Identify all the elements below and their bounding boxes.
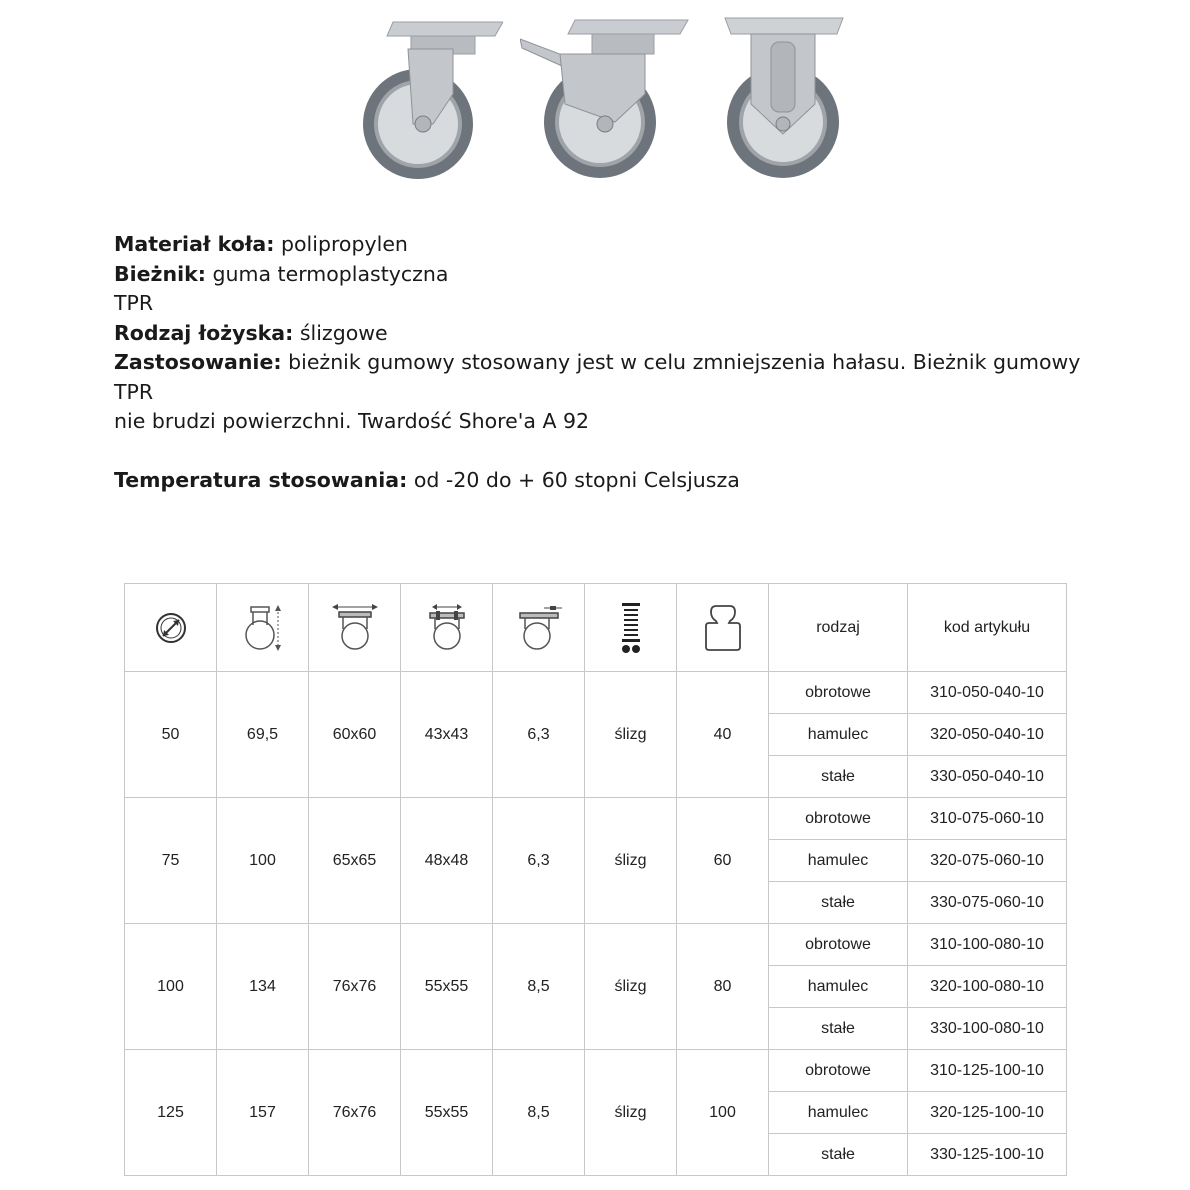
cell-hole: 6,3 — [493, 798, 585, 924]
cell-plate: 60x60 — [309, 672, 401, 798]
bearing-type-icon — [616, 601, 646, 655]
spec-usage-value-1: bieżnik gumowy stosowany jest w celu zmniejszenia hałasu. Bieżnik gumowy TPR — [114, 350, 1081, 404]
cell-type: hamulec — [769, 840, 908, 882]
product-specs — [114, 230, 1104, 496]
bolt-hole-icon — [514, 603, 564, 653]
cell-code: 330-075-060-10 — [908, 882, 1067, 924]
cell-spacing: 43x43 — [401, 672, 493, 798]
cell-type: stałe — [769, 756, 908, 798]
cell-type: obrotowe — [769, 924, 908, 966]
spec-tread-value-2: TPR — [114, 291, 154, 315]
cell-code: 320-075-060-10 — [908, 840, 1067, 882]
cell-diameter: 50 — [125, 672, 217, 798]
table-row — [125, 798, 1067, 840]
cell-code: 330-125-100-10 — [908, 1134, 1067, 1176]
spec-bearing — [114, 319, 1104, 349]
cell-code: 310-100-080-10 — [908, 924, 1067, 966]
cell-plate: 65x65 — [309, 798, 401, 924]
spec-tread-label: Bieżnik: — [114, 261, 206, 286]
cell-height: 157 — [217, 1050, 309, 1176]
spec-usage-label: Zastosowanie: — [114, 350, 282, 374]
cell-height: 69,5 — [217, 672, 309, 798]
cell-height: 134 — [217, 924, 309, 1050]
spec-temperature-value: od -20 do + 60 stopni Celsjusza — [413, 468, 740, 492]
table-header-code: kod artykułu — [908, 584, 1067, 672]
cell-bearing: ślizg — [585, 672, 677, 798]
cell-code: 310-125-100-10 — [908, 1050, 1067, 1092]
cell-hole: 6,3 — [493, 672, 585, 798]
cell-type: obrotowe — [769, 672, 908, 714]
cell-spacing: 55x55 — [401, 924, 493, 1050]
spec-tread-value: guma termoplastyczna — [212, 261, 449, 286]
load-capacity-icon — [703, 603, 743, 653]
product-images — [345, 14, 845, 184]
cell-load: 40 — [677, 672, 769, 798]
hole-spacing-icon — [422, 603, 472, 653]
cell-diameter: 100 — [125, 924, 217, 1050]
cell-spacing: 48x48 — [401, 798, 493, 924]
spec-material-label: Materiał koła: — [114, 232, 275, 256]
spec-bearing-label: Rodzaj łożyska: — [114, 320, 294, 345]
cell-type: stałe — [769, 882, 908, 924]
plate-size-icon — [330, 603, 380, 653]
cell-code: 320-050-040-10 — [908, 714, 1067, 756]
spec-usage-value-2: nie brudzi powierzchni. Twardość Shore'a A 92 — [114, 409, 590, 433]
diameter-icon — [154, 611, 188, 645]
cell-code: 320-125-100-10 — [908, 1092, 1067, 1134]
cell-bearing: ślizg — [585, 798, 677, 924]
cell-plate: 76x76 — [309, 1050, 401, 1176]
cell-hole: 8,5 — [493, 924, 585, 1050]
swivel-caster-image — [353, 14, 503, 179]
cell-type: hamulec — [769, 714, 908, 756]
table-row — [125, 1050, 1067, 1092]
table-row — [125, 672, 1067, 714]
cell-bearing: ślizg — [585, 1050, 677, 1176]
table-header-type: rodzaj — [769, 584, 908, 672]
cell-type: hamulec — [769, 966, 908, 1008]
cell-load: 100 — [677, 1050, 769, 1176]
cell-code: 330-100-080-10 — [908, 1008, 1067, 1050]
cell-code: 320-100-080-10 — [908, 966, 1067, 1008]
cell-type: obrotowe — [769, 1050, 908, 1092]
cell-height: 100 — [217, 798, 309, 924]
table-header-row — [125, 584, 1067, 672]
cell-hole: 8,5 — [493, 1050, 585, 1176]
cell-type: obrotowe — [769, 798, 908, 840]
cell-code: 310-075-060-10 — [908, 798, 1067, 840]
cell-diameter: 75 — [125, 798, 217, 924]
spec-bearing-value: ślizgowe — [299, 320, 388, 345]
spec-material — [114, 230, 1104, 260]
spec-tread — [114, 260, 1104, 290]
cell-load: 60 — [677, 798, 769, 924]
spec-material-value: polipropylen — [281, 232, 408, 256]
product-table — [124, 583, 1067, 1176]
cell-type: stałe — [769, 1008, 908, 1050]
spec-usage — [114, 348, 1104, 407]
cell-load: 80 — [677, 924, 769, 1050]
cell-plate: 76x76 — [309, 924, 401, 1050]
cell-bearing: ślizg — [585, 924, 677, 1050]
spec-temperature-label: Temperatura stosowania: — [114, 468, 408, 492]
fixed-caster-image — [723, 14, 845, 179]
cell-code: 310-050-040-10 — [908, 672, 1067, 714]
cell-spacing: 55x55 — [401, 1050, 493, 1176]
cell-diameter: 125 — [125, 1050, 217, 1176]
brake-caster-image — [520, 14, 690, 179]
table-row — [125, 924, 1067, 966]
cell-type: stałe — [769, 1134, 908, 1176]
cell-code: 330-050-040-10 — [908, 756, 1067, 798]
spec-temperature — [114, 466, 1104, 496]
height-icon — [238, 603, 288, 653]
cell-type: hamulec — [769, 1092, 908, 1134]
